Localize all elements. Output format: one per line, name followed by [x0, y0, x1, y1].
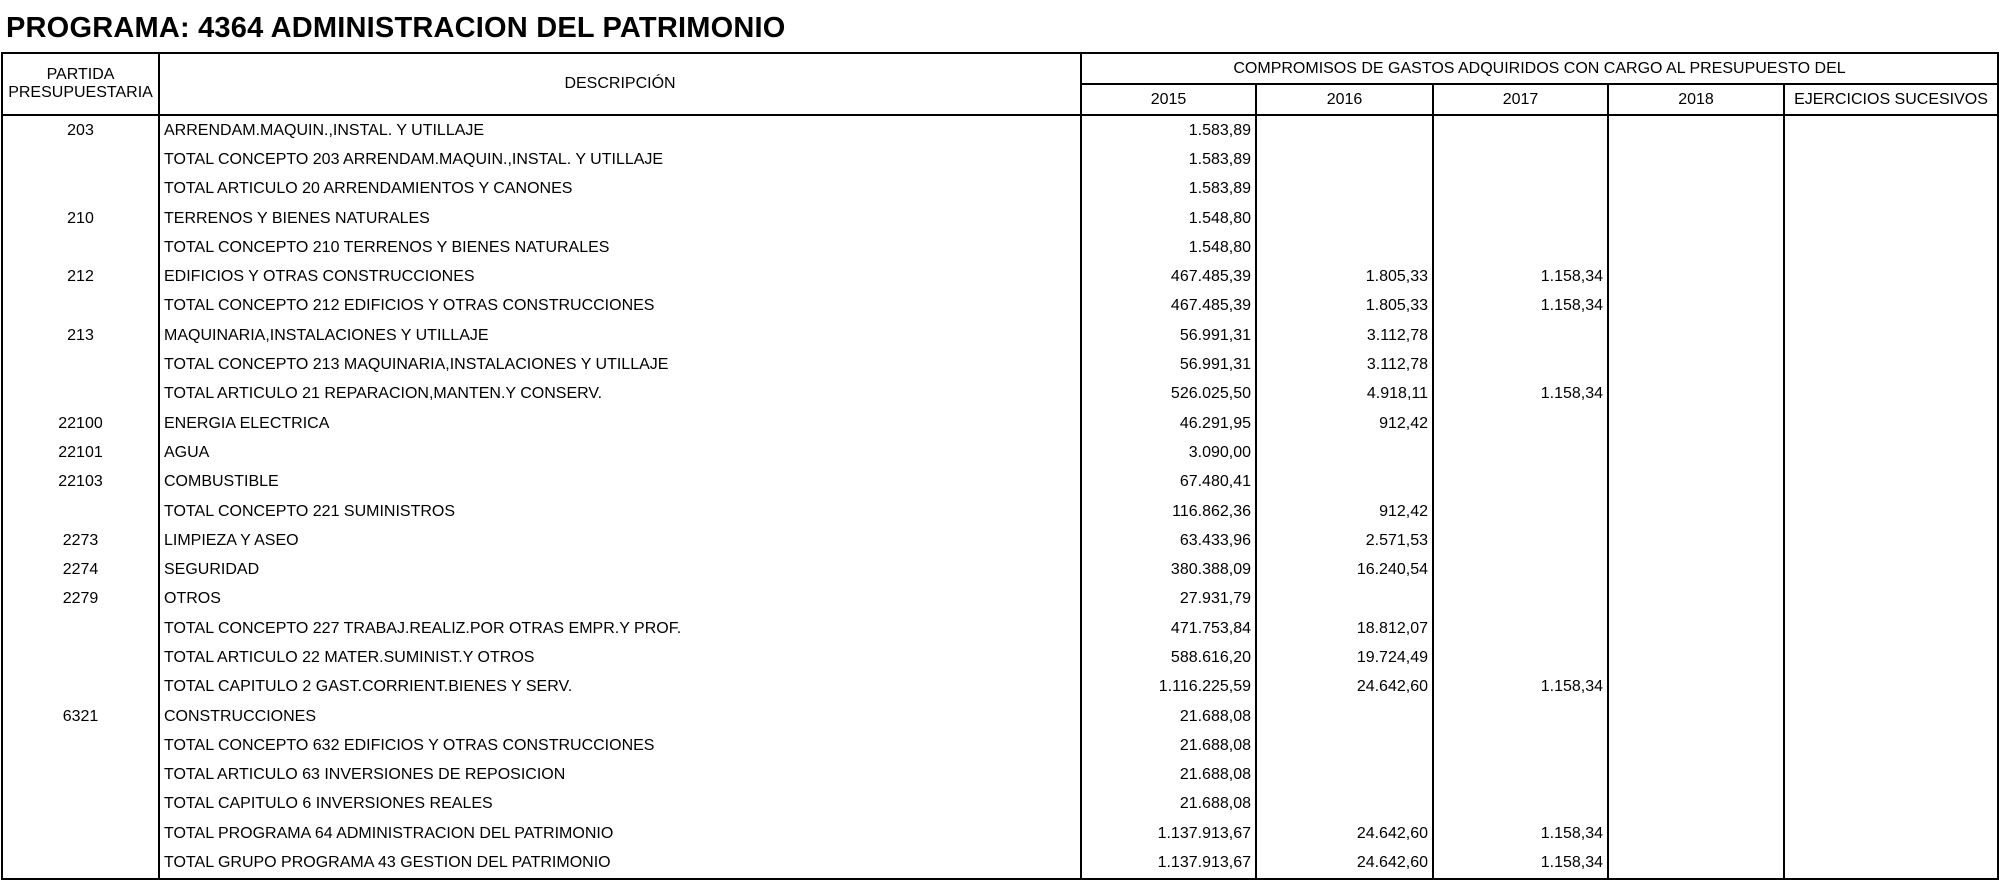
value-sucesivos-cell — [1784, 731, 1998, 760]
value-sucesivos-cell — [1784, 643, 1998, 672]
descripcion-cell: OTROS — [159, 585, 1081, 614]
partida-cell — [2, 614, 159, 643]
value-2015-cell: 471.753,84 — [1081, 614, 1256, 643]
value-sucesivos-cell — [1784, 233, 1998, 262]
value-2016-cell — [1256, 761, 1433, 790]
partida-cell: 2274 — [2, 555, 159, 584]
partida-cell: 22100 — [2, 409, 159, 438]
value-2018-cell — [1608, 761, 1784, 790]
value-sucesivos-cell — [1784, 262, 1998, 291]
table-row — [2, 145, 1998, 174]
budget-table — [1, 52, 1999, 880]
value-2016-cell — [1256, 115, 1433, 145]
descripcion-cell: TOTAL CONCEPTO 212 EDIFICIOS Y OTRAS CONSTRUCCIONES — [159, 292, 1081, 321]
value-2016-cell: 912,42 — [1256, 409, 1433, 438]
descripcion-cell: SEGURIDAD — [159, 555, 1081, 584]
value-2017-cell — [1433, 614, 1608, 643]
descripcion-cell: TOTAL CONCEPTO 213 MAQUINARIA,INSTALACIONES Y UTILLAJE — [159, 350, 1081, 379]
value-2015-cell: 1.548,80 — [1081, 233, 1256, 262]
value-2018-cell — [1608, 321, 1784, 350]
value-2018-cell — [1608, 233, 1784, 262]
table-row — [2, 468, 1998, 497]
value-2015-cell: 116.862,36 — [1081, 497, 1256, 526]
value-2015-cell: 526.025,50 — [1081, 380, 1256, 409]
value-2015-cell: 27.931,79 — [1081, 585, 1256, 614]
value-2016-cell — [1256, 468, 1433, 497]
value-2018-cell — [1608, 790, 1784, 819]
value-2016-cell: 16.240,54 — [1256, 555, 1433, 584]
value-2017-cell — [1433, 761, 1608, 790]
value-2018-cell — [1608, 526, 1784, 555]
partida-cell: 210 — [2, 204, 159, 233]
value-sucesivos-cell — [1784, 409, 1998, 438]
value-2017-cell: 1.158,34 — [1433, 673, 1608, 702]
value-2017-cell — [1433, 145, 1608, 174]
value-sucesivos-cell — [1784, 673, 1998, 702]
value-2016-cell: 912,42 — [1256, 497, 1433, 526]
value-2018-cell — [1608, 614, 1784, 643]
page-title: PROGRAMA: 4364 ADMINISTRACION DEL PATRIMONIO — [6, 12, 786, 44]
value-2018-cell — [1608, 848, 1784, 878]
value-2016-cell — [1256, 233, 1433, 262]
descripcion-cell: TOTAL PROGRAMA 64 ADMINISTRACION DEL PATRIMONIO — [159, 819, 1081, 848]
value-2016-cell: 4.918,11 — [1256, 380, 1433, 409]
descripcion-cell: TOTAL ARTICULO 20 ARRENDAMIENTOS Y CANONES — [159, 175, 1081, 204]
value-sucesivos-cell — [1784, 350, 1998, 379]
table-row — [2, 819, 1998, 848]
partida-cell: 22101 — [2, 438, 159, 467]
descripcion-cell: COMBUSTIBLE — [159, 468, 1081, 497]
value-2016-cell: 3.112,78 — [1256, 350, 1433, 379]
table-row — [2, 321, 1998, 350]
value-2017-cell — [1433, 643, 1608, 672]
partida-cell: 6321 — [2, 702, 159, 731]
partida-cell: 212 — [2, 262, 159, 291]
value-2018-cell — [1608, 262, 1784, 291]
value-2018-cell — [1608, 115, 1784, 145]
value-sucesivos-cell — [1784, 614, 1998, 643]
value-2015-cell: 1.583,89 — [1081, 115, 1256, 145]
table-row — [2, 790, 1998, 819]
descripcion-cell: EDIFICIOS Y OTRAS CONSTRUCCIONES — [159, 262, 1081, 291]
descripcion-cell: TERRENOS Y BIENES NATURALES — [159, 204, 1081, 233]
value-2017-cell: 1.158,34 — [1433, 262, 1608, 291]
value-2015-cell: 56.991,31 — [1081, 321, 1256, 350]
value-2017-cell — [1433, 468, 1608, 497]
value-2016-cell: 24.642,60 — [1256, 848, 1433, 878]
value-sucesivos-cell — [1784, 380, 1998, 409]
header-descripcion: DESCRIPCIÓN — [159, 53, 1081, 115]
value-2017-cell: 1.158,34 — [1433, 380, 1608, 409]
value-2018-cell — [1608, 409, 1784, 438]
header-partida-line2: PRESUPUESTARIA — [8, 84, 153, 101]
descripcion-cell: ENERGIA ELECTRICA — [159, 409, 1081, 438]
table-row — [2, 292, 1998, 321]
table-row — [2, 643, 1998, 672]
value-2018-cell — [1608, 702, 1784, 731]
table-row — [2, 497, 1998, 526]
value-2015-cell: 1.137.913,67 — [1081, 848, 1256, 878]
header-year-2015: 2015 — [1081, 84, 1256, 115]
value-2016-cell: 18.812,07 — [1256, 614, 1433, 643]
partida-cell — [2, 819, 159, 848]
value-2016-cell: 2.571,53 — [1256, 526, 1433, 555]
partida-cell — [2, 848, 159, 878]
descripcion-cell: TOTAL CAPITULO 6 INVERSIONES REALES — [159, 790, 1081, 819]
value-2018-cell — [1608, 673, 1784, 702]
value-2017-cell — [1433, 497, 1608, 526]
value-2018-cell — [1608, 497, 1784, 526]
descripcion-cell: TOTAL CONCEPTO 210 TERRENOS Y BIENES NATURALES — [159, 233, 1081, 262]
table-row — [2, 585, 1998, 614]
table-row — [2, 673, 1998, 702]
partida-cell: 2273 — [2, 526, 159, 555]
table-row — [2, 438, 1998, 467]
descripcion-cell: AGUA — [159, 438, 1081, 467]
value-2016-cell: 19.724,49 — [1256, 643, 1433, 672]
descripcion-cell: TOTAL ARTICULO 22 MATER.SUMINIST.Y OTROS — [159, 643, 1081, 672]
descripcion-cell: TOTAL GRUPO PROGRAMA 43 GESTION DEL PATRIMONIO — [159, 848, 1081, 878]
value-sucesivos-cell — [1784, 468, 1998, 497]
table-row — [2, 115, 1998, 145]
partida-cell — [2, 175, 159, 204]
value-2015-cell: 1.583,89 — [1081, 175, 1256, 204]
descripcion-cell: TOTAL CAPITULO 2 GAST.CORRIENT.BIENES Y SERV. — [159, 673, 1081, 702]
value-2015-cell: 467.485,39 — [1081, 292, 1256, 321]
value-sucesivos-cell — [1784, 115, 1998, 145]
value-2015-cell: 1.583,89 — [1081, 145, 1256, 174]
descripcion-cell: TOTAL ARTICULO 21 REPARACION,MANTEN.Y CONSERV. — [159, 380, 1081, 409]
value-2015-cell: 1.116.225,59 — [1081, 673, 1256, 702]
value-2016-cell: 24.642,60 — [1256, 819, 1433, 848]
value-2016-cell — [1256, 585, 1433, 614]
value-2017-cell: 1.158,34 — [1433, 848, 1608, 878]
table-row — [2, 702, 1998, 731]
value-2015-cell: 63.433,96 — [1081, 526, 1256, 555]
value-2017-cell: 1.158,34 — [1433, 819, 1608, 848]
value-sucesivos-cell — [1784, 761, 1998, 790]
value-2018-cell — [1608, 731, 1784, 760]
value-sucesivos-cell — [1784, 438, 1998, 467]
header-year-2017: 2017 — [1433, 84, 1608, 115]
value-2015-cell: 21.688,08 — [1081, 790, 1256, 819]
value-2015-cell: 21.688,08 — [1081, 731, 1256, 760]
partida-cell — [2, 350, 159, 379]
value-sucesivos-cell — [1784, 321, 1998, 350]
value-2016-cell — [1256, 790, 1433, 819]
value-2016-cell — [1256, 438, 1433, 467]
value-2017-cell — [1433, 350, 1608, 379]
descripcion-cell: CONSTRUCCIONES — [159, 702, 1081, 731]
descripcion-cell: TOTAL CONCEPTO 221 SUMINISTROS — [159, 497, 1081, 526]
value-2015-cell: 380.388,09 — [1081, 555, 1256, 584]
value-2017-cell — [1433, 233, 1608, 262]
table-row — [2, 731, 1998, 760]
value-2018-cell — [1608, 204, 1784, 233]
value-2015-cell: 588.616,20 — [1081, 643, 1256, 672]
value-sucesivos-cell — [1784, 292, 1998, 321]
partida-cell — [2, 380, 159, 409]
value-sucesivos-cell — [1784, 145, 1998, 174]
partida-cell — [2, 643, 159, 672]
table-row — [2, 262, 1998, 291]
header-compromisos: COMPROMISOS DE GASTOS ADQUIRIDOS CON CARGO AL PRESUPUESTO DEL — [1081, 53, 1998, 84]
table-row — [2, 233, 1998, 262]
table-row — [2, 614, 1998, 643]
value-2016-cell — [1256, 731, 1433, 760]
descripcion-cell: LIMPIEZA Y ASEO — [159, 526, 1081, 555]
table-body — [2, 115, 1998, 879]
value-2018-cell — [1608, 350, 1784, 379]
header-partida — [2, 53, 159, 115]
value-2016-cell — [1256, 145, 1433, 174]
value-sucesivos-cell — [1784, 204, 1998, 233]
value-2018-cell — [1608, 145, 1784, 174]
table-row — [2, 409, 1998, 438]
value-sucesivos-cell — [1784, 555, 1998, 584]
table-row — [2, 555, 1998, 584]
partida-cell — [2, 731, 159, 760]
value-2016-cell — [1256, 204, 1433, 233]
table-row — [2, 761, 1998, 790]
table-row — [2, 848, 1998, 878]
partida-cell — [2, 292, 159, 321]
value-sucesivos-cell — [1784, 702, 1998, 731]
table-row — [2, 175, 1998, 204]
value-2015-cell: 56.991,31 — [1081, 350, 1256, 379]
value-2018-cell — [1608, 438, 1784, 467]
value-2018-cell — [1608, 175, 1784, 204]
value-2018-cell — [1608, 292, 1784, 321]
partida-cell — [2, 790, 159, 819]
value-2015-cell: 21.688,08 — [1081, 761, 1256, 790]
partida-cell: 213 — [2, 321, 159, 350]
partida-cell: 2279 — [2, 585, 159, 614]
value-sucesivos-cell — [1784, 526, 1998, 555]
partida-cell: 203 — [2, 115, 159, 145]
table-row — [2, 204, 1998, 233]
partida-cell — [2, 145, 159, 174]
value-2017-cell — [1433, 702, 1608, 731]
value-2018-cell — [1608, 380, 1784, 409]
value-2017-cell: 1.158,34 — [1433, 292, 1608, 321]
partida-cell — [2, 673, 159, 702]
value-2018-cell — [1608, 468, 1784, 497]
value-2016-cell — [1256, 175, 1433, 204]
descripcion-cell: TOTAL CONCEPTO 227 TRABAJ.REALIZ.POR OTRAS EMPR.Y PROF. — [159, 614, 1081, 643]
value-2017-cell — [1433, 204, 1608, 233]
header-year-2016: 2016 — [1256, 84, 1433, 115]
value-2017-cell — [1433, 731, 1608, 760]
value-2016-cell — [1256, 702, 1433, 731]
value-2015-cell: 3.090,00 — [1081, 438, 1256, 467]
descripcion-cell: MAQUINARIA,INSTALACIONES Y UTILLAJE — [159, 321, 1081, 350]
value-2018-cell — [1608, 585, 1784, 614]
value-2015-cell: 1.548,80 — [1081, 204, 1256, 233]
value-2018-cell — [1608, 555, 1784, 584]
value-2015-cell: 1.137.913,67 — [1081, 819, 1256, 848]
descripcion-cell: ARRENDAM.MAQUIN.,INSTAL. Y UTILLAJE — [159, 115, 1081, 145]
partida-cell — [2, 761, 159, 790]
value-2015-cell: 46.291,95 — [1081, 409, 1256, 438]
value-2015-cell: 467.485,39 — [1081, 262, 1256, 291]
value-2018-cell — [1608, 819, 1784, 848]
table-row — [2, 350, 1998, 379]
value-2016-cell: 1.805,33 — [1256, 292, 1433, 321]
value-2017-cell — [1433, 790, 1608, 819]
partida-cell — [2, 233, 159, 262]
value-2017-cell — [1433, 115, 1608, 145]
table-row — [2, 526, 1998, 555]
value-2016-cell: 24.642,60 — [1256, 673, 1433, 702]
value-2017-cell — [1433, 321, 1608, 350]
value-sucesivos-cell — [1784, 819, 1998, 848]
value-2015-cell: 21.688,08 — [1081, 702, 1256, 731]
value-2017-cell — [1433, 175, 1608, 204]
value-2016-cell: 3.112,78 — [1256, 321, 1433, 350]
value-2017-cell — [1433, 409, 1608, 438]
value-2016-cell: 1.805,33 — [1256, 262, 1433, 291]
partida-cell: 22103 — [2, 468, 159, 497]
value-sucesivos-cell — [1784, 790, 1998, 819]
value-2017-cell — [1433, 526, 1608, 555]
value-2017-cell — [1433, 585, 1608, 614]
descripcion-cell: TOTAL CONCEPTO 632 EDIFICIOS Y OTRAS CONSTRUCCIONES — [159, 731, 1081, 760]
descripcion-cell: TOTAL CONCEPTO 203 ARRENDAM.MAQUIN.,INSTAL. Y UTILLAJE — [159, 145, 1081, 174]
value-2017-cell — [1433, 438, 1608, 467]
value-sucesivos-cell — [1784, 585, 1998, 614]
header-ejercicios-sucesivos: EJERCICIOS SUCESIVOS — [1784, 84, 1998, 115]
header-year-2018: 2018 — [1608, 84, 1784, 115]
header-partida-line1: PARTIDA — [46, 66, 115, 83]
value-2018-cell — [1608, 643, 1784, 672]
descripcion-cell: TOTAL ARTICULO 63 INVERSIONES DE REPOSICION — [159, 761, 1081, 790]
partida-cell — [2, 497, 159, 526]
value-2017-cell — [1433, 555, 1608, 584]
value-2015-cell: 67.480,41 — [1081, 468, 1256, 497]
table-row — [2, 380, 1998, 409]
value-sucesivos-cell — [1784, 175, 1998, 204]
value-sucesivos-cell — [1784, 497, 1998, 526]
value-sucesivos-cell — [1784, 848, 1998, 878]
